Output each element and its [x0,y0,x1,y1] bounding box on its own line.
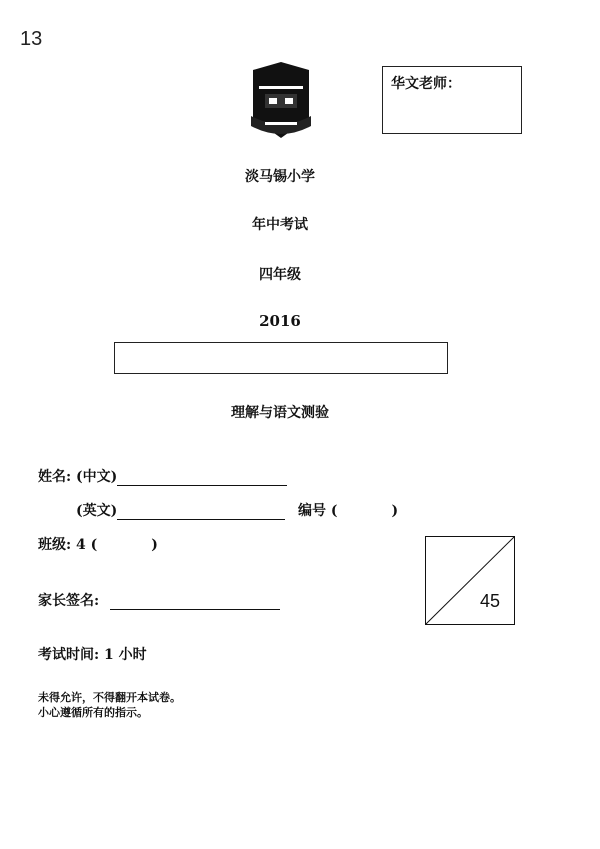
score-total: 45 [479,591,500,611]
grade-level: 四年级 [259,267,301,283]
number-close: ) [391,503,399,519]
teacher-label: 华文老师： [391,76,461,92]
parent-signature-label: 家长签名: [38,593,100,609]
school-crest-logo [247,60,315,142]
number-field [298,500,398,520]
name-chinese-label: 姓名: (中文) [38,469,118,485]
school-name: 淡马锡小学 [245,169,315,185]
subject-title: 理解与语文测验 [231,405,329,421]
name-english-row [76,500,285,520]
name-chinese-row [38,466,287,486]
exam-name: 年中考试 [252,217,308,233]
name-chinese-line[interactable] [117,471,287,486]
name-english-line[interactable] [117,505,285,520]
parent-signature-row [38,590,280,610]
exam-instructions [38,690,181,720]
parent-signature-line[interactable] [110,595,280,610]
exam-time: 考试时间: 1 小时 [38,647,147,663]
score-box [425,536,515,625]
blank-title-box [114,342,448,374]
exam-year: 2016 [259,312,301,330]
class-field [38,534,158,554]
class-label: 班级: 4 ( [38,537,98,553]
notice-line-2: 小心遵循所有的指示。 [38,706,148,719]
class-close: ) [151,537,158,553]
corner-page-mark: 13 [20,28,43,50]
teacher-name-box [382,66,522,134]
name-english-label: (英文) [76,503,118,519]
notice-line-1: 未得允许，不得翻开本试卷。 [38,691,181,704]
number-label: 编号 ( [298,503,338,519]
